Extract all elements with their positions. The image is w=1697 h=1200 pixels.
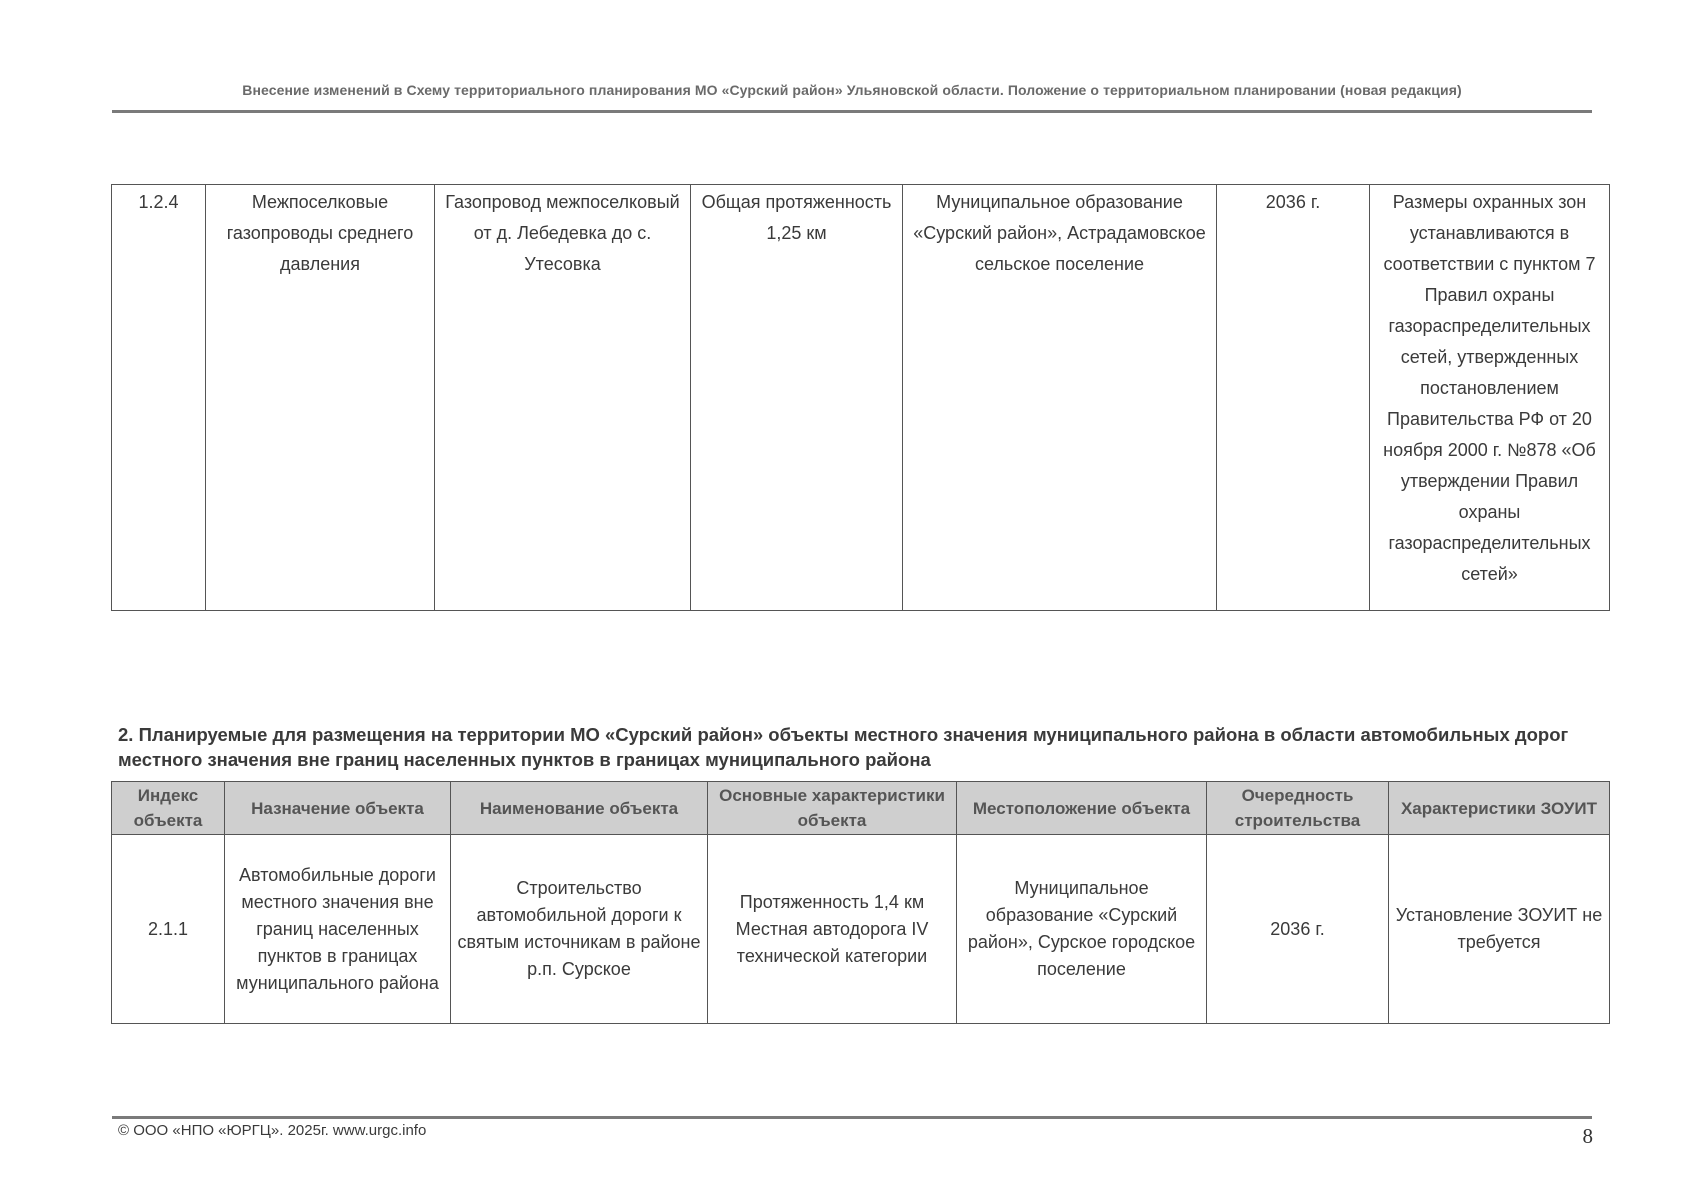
object-name-cell: Строительство автомобильной дороги к святым источникам в районе р.п. Сурское <box>451 835 708 1024</box>
column-header-location: Местоположение объекта <box>957 782 1207 835</box>
construction-year-cell: 2036 г. <box>1207 835 1389 1024</box>
zouit-cell: Размеры охранных зон устанавливаются в соответствии с пунктом 7 Правил охраны газораспределительных сетей, утвержденных постановлением Правительства РФ от 20 ноября 2000 г. №878 «Об утверждении Правил охраны газораспределительных сетей» <box>1370 185 1610 611</box>
gas-pipeline-table <box>111 184 1610 611</box>
object-index-cell: 1.2.4 <box>112 185 206 611</box>
column-header-order: Очередность строительства <box>1207 782 1389 835</box>
object-purpose-cell: Автомобильные дороги местного значения вне границ населенных пунктов в границах муниципального района <box>225 835 451 1024</box>
object-location-cell: Муниципальное образование «Сурский район», Астрадамовское сельское поселение <box>903 185 1217 611</box>
road-objects-table <box>111 781 1610 1024</box>
object-index-cell: 2.1.1 <box>112 835 225 1024</box>
header-rule <box>112 110 1592 113</box>
table-header-row <box>112 782 1610 835</box>
construction-year-cell: 2036 г. <box>1217 185 1370 611</box>
footer-rule <box>112 1116 1592 1119</box>
footer-copyright: © ООО «НПО «ЮРГЦ». 2025г. www.urgc.info <box>118 1122 427 1139</box>
document-header: Внесение изменений в Схему территориального планирования МО «Сурский район» Ульяновской области. Положение о территориальном планировании (новая редакция) <box>242 82 1462 98</box>
object-location-cell: Муниципальное образование «Сурский район», Сурское городское поселение <box>957 835 1207 1024</box>
column-header-zouit: Характеристики ЗОУИТ <box>1389 782 1610 835</box>
object-purpose-cell: Межпоселковые газопроводы среднего давления <box>206 185 435 611</box>
column-header-name: Наименование объекта <box>451 782 708 835</box>
page-number: 8 <box>1582 1124 1593 1148</box>
zouit-cell: Установление ЗОУИТ не требуется <box>1389 835 1610 1024</box>
column-header-index: Индекс объекта <box>112 782 225 835</box>
column-header-characteristics: Основные характеристики объекта <box>708 782 957 835</box>
table-row <box>112 185 1610 611</box>
table-row <box>112 835 1610 1024</box>
object-characteristics-cell: Общая протяженность 1,25 км <box>691 185 903 611</box>
object-name-cell: Газопровод межпоселковый от д. Лебедевка до с. Утесовка <box>435 185 691 611</box>
section-heading: 2. Планируемые для размещения на территории МО «Сурский район» объекты местного значения муниципального района в области автомобильных дорог местного значения вне границ населенных пунктов в границах муниципального района <box>118 724 1569 770</box>
column-header-purpose: Назначение объекта <box>225 782 451 835</box>
object-characteristics-cell: Протяженность 1,4 км Местная автодорога IV технической категории <box>708 835 957 1024</box>
